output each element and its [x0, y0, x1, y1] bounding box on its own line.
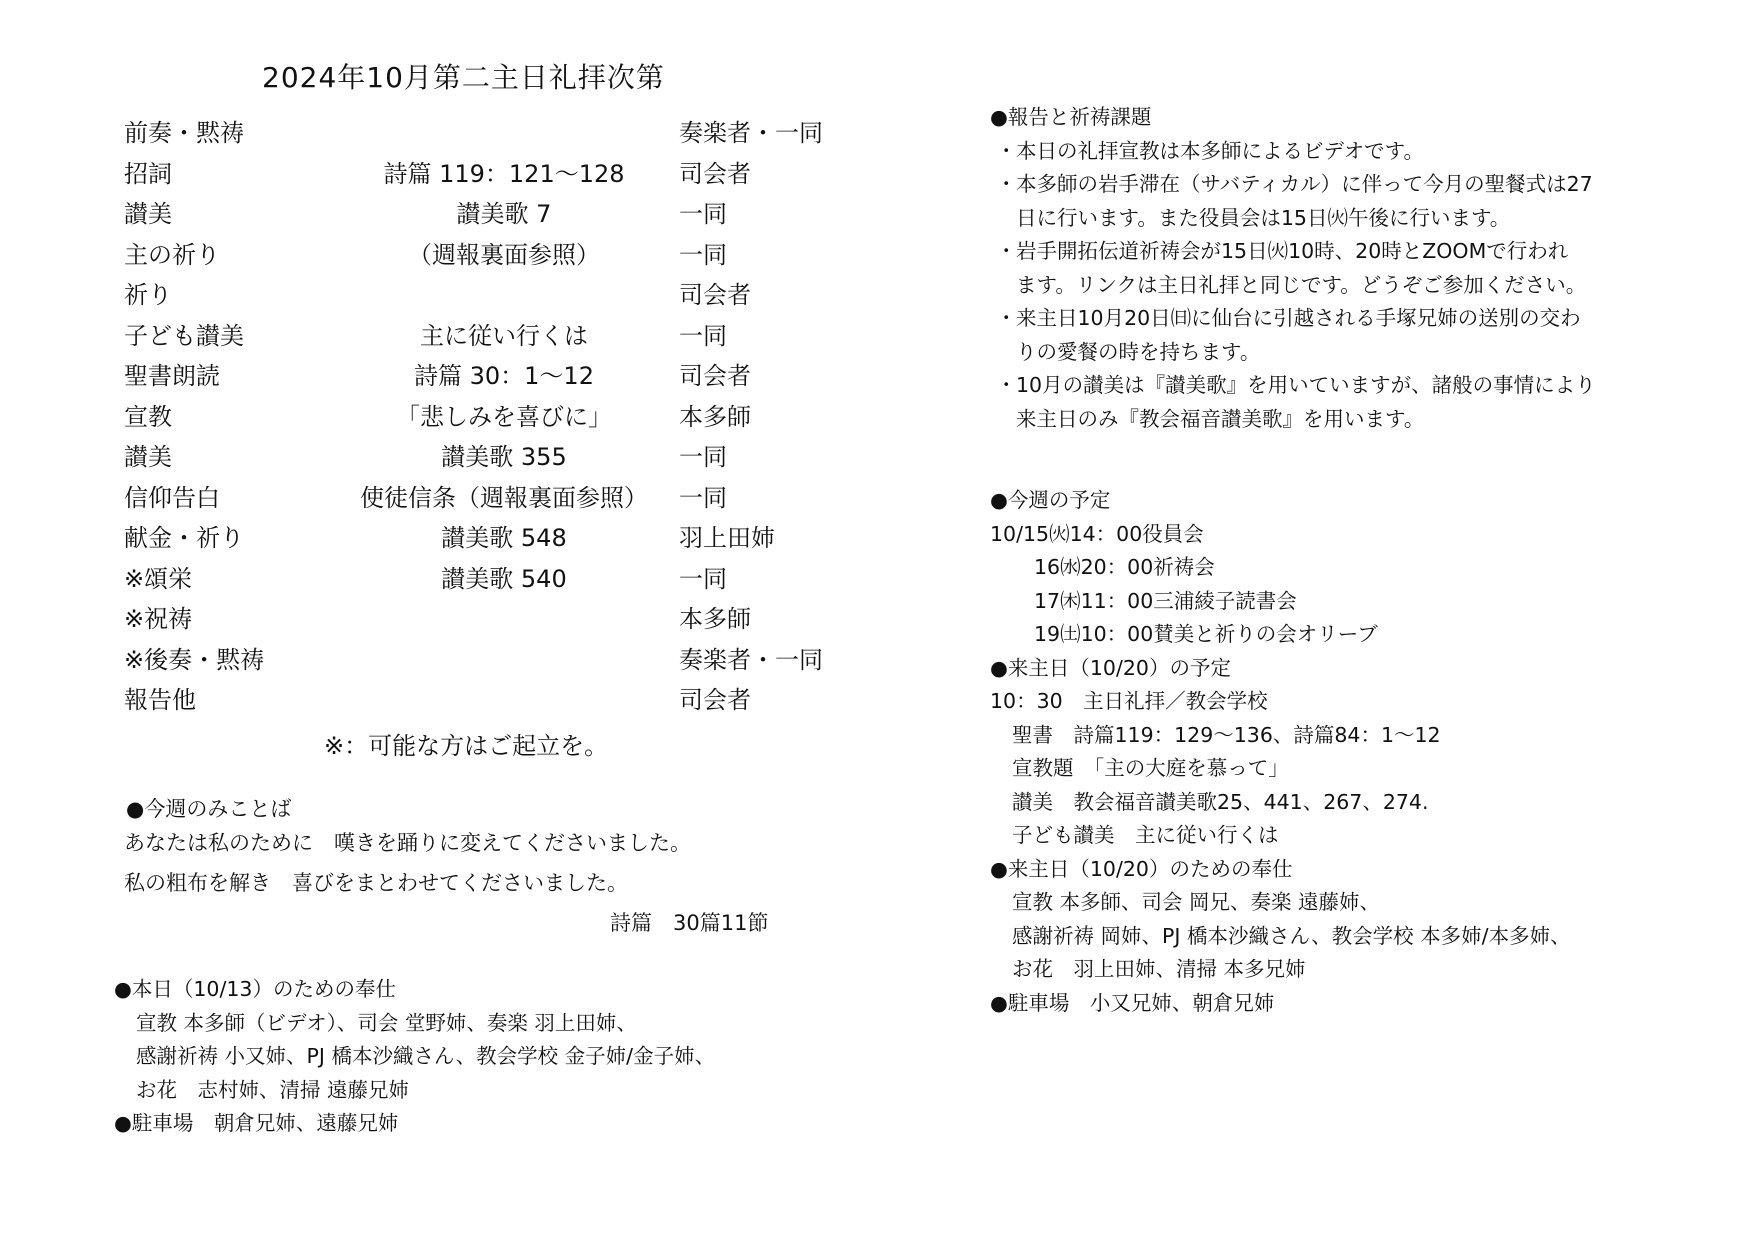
order-item: 前奏・黙祷 [124, 119, 244, 147]
order-item: 祈り [124, 281, 172, 309]
report-item [990, 134, 1710, 168]
report-line: 本多師の岩手滞在（サバティカル）に伴って今月の聖餐式は27 [1016, 172, 1593, 196]
order-item: 讃美 [124, 200, 172, 228]
report-line: ます。リンクは主日礼拝と同じです。どうぞご参加ください。 [1016, 272, 1587, 297]
order-person: 司会者 [679, 281, 751, 309]
service-today-line: お花 志村姉、清掃 遠藤兄姉 [136, 1077, 410, 1102]
service-today [114, 972, 715, 1140]
order-of-worship [124, 113, 884, 721]
order-person: 一同 [679, 564, 727, 593]
reports-heading: ●報告と祈祷課題 [990, 105, 1152, 129]
report-item [990, 301, 1710, 368]
order-detail: 讃美歌 7 [456, 200, 552, 228]
order-detail: 讃美歌 540 [441, 564, 567, 593]
order-detail: 主に従い行くは [420, 321, 588, 350]
order-person: 一同 [679, 483, 727, 512]
order-detail: （週報裏面参照） [408, 240, 600, 269]
order-item: 報告他 [124, 686, 196, 714]
report-line: 岩手開拓伝道祈祷会が15日㈫10時、20時とZOOMで行われ [1016, 239, 1569, 263]
order-row [124, 518, 884, 559]
order-item: 讃美 [124, 443, 172, 471]
order-person: 本多師 [679, 402, 751, 431]
next-service-line: お花 羽上田姉、清掃 本多兄姉 [1012, 957, 1306, 981]
next-sunday-line: 宣教題 「主の大庭を慕って」 [1012, 756, 1289, 780]
next-service-line: 宣教 本多師、司会 岡兄、奏楽 遠藤姉、 [1012, 890, 1381, 914]
verse-heading: ●今週のみことば [126, 797, 292, 821]
order-row [124, 275, 884, 316]
order-person: 一同 [679, 321, 727, 350]
bullet-icon: ・ [996, 239, 1017, 263]
order-person: 奏楽者・一同 [679, 645, 823, 674]
order-row [124, 478, 884, 519]
bullet-icon: ・ [996, 172, 1017, 196]
order-item: ※後奏・黙祷 [124, 645, 265, 674]
report-line: 本日の礼拝宣教は本多師によるビデオです。 [1016, 138, 1424, 163]
next-sunday-line: 子ども讃美 主に従い行くは [1012, 823, 1279, 847]
order-detail: 「悲しみを喜びに」 [396, 402, 612, 431]
order-row [124, 640, 884, 681]
report-line: 日に行います。また役員会は15日㈫午後に行います。 [1016, 205, 1511, 230]
order-item: 聖書朗読 [124, 362, 220, 390]
next-sunday-line: 聖書 詩篇119：129～136、詩篇84：1～12 [1012, 722, 1441, 747]
order-person: 一同 [679, 200, 727, 228]
order-item: 主の祈り [124, 240, 220, 269]
order-person: 司会者 [679, 159, 751, 188]
order-row [124, 235, 884, 276]
order-row [124, 154, 884, 195]
next-service-line: 感謝祈祷 岡姉、PJ 橋本沙織さん、教会学校 本多姉/本多姉、 [1012, 923, 1571, 948]
order-person: 本多師 [679, 605, 751, 633]
order-row [124, 437, 884, 478]
verse-reference: 詩篇 30篇11節 [610, 911, 769, 935]
order-item: ※頌栄 [124, 564, 193, 593]
report-line: 来主日10月20日㈰に仙台に引越される手塚兄姉の送別の交わ [1016, 306, 1581, 330]
page-title: 2024年10月第二主日礼拝次第 [262, 61, 665, 94]
schedule-item: 10/15㈫14：00役員会 [990, 521, 1204, 546]
order-person: 司会者 [679, 686, 751, 714]
order-item: ※祝祷 [124, 605, 193, 633]
order-person: 羽上田姉 [679, 524, 775, 552]
service-today-heading: ●本日（10/13）のための奉仕 [114, 977, 396, 1001]
order-person: 一同 [679, 443, 727, 471]
order-detail: 詩篇 30：1～12 [414, 362, 594, 390]
schedule-item: 17㈭11：00三浦綾子読書会 [1034, 588, 1297, 613]
order-item: 献金・祈り [124, 524, 244, 552]
order-row [124, 194, 884, 235]
bullet-icon: ・ [996, 373, 1017, 397]
order-row [124, 316, 884, 357]
order-detail: 讃美歌 548 [441, 524, 567, 552]
parking-next: ●駐車場 小又兄姉、朝倉兄姉 [990, 990, 1275, 1015]
service-today-line: 感謝祈祷 小又姉、PJ 橋本沙織さん、教会学校 金子姉/金子姉、 [136, 1044, 716, 1068]
report-item [990, 167, 1710, 234]
report-line: 10月の讃美は『讃美歌』を用いていますが、諸般の事情により [1016, 373, 1596, 397]
order-detail: 詩篇 119：121～128 [383, 159, 625, 188]
verse-line: あなたは私のために 嘆きを踊りに変えてくださいました。 [124, 831, 691, 855]
verse-line: 私の粗布を解き 喜びをまとわせてくださいました。 [124, 871, 628, 895]
schedule-item: 16㈬20：00祈祷会 [1034, 555, 1215, 579]
order-row [124, 397, 884, 438]
order-row [124, 559, 884, 600]
parking-today: ●駐車場 朝倉兄姉、遠藤兄姉 [114, 1111, 399, 1135]
order-detail: 使徒信条（週報裏面参照） [360, 483, 648, 512]
order-detail: 讃美歌 355 [441, 443, 567, 471]
schedule-section [990, 483, 1710, 1019]
report-item [990, 234, 1710, 301]
order-row [124, 113, 884, 154]
next-sunday-heading: ●来主日（10/20）の予定 [990, 655, 1231, 680]
schedule-item: 19㈯10：00賛美と祈りの会オリーブ [1034, 622, 1378, 646]
report-line: りの愛餐の時を持ちます。 [1016, 339, 1261, 364]
order-item: 宣教 [124, 402, 172, 431]
order-item: 子ども讃美 [124, 321, 244, 350]
order-item: 招詞 [124, 159, 172, 188]
report-line: 来主日のみ『教会福音讃美歌』を用います。 [1016, 406, 1425, 431]
stand-note: ※：可能な方はご起立を。 [324, 732, 609, 760]
next-service-heading: ●来主日（10/20）のための奉仕 [990, 856, 1293, 881]
schedule-heading: ●今週の予定 [990, 488, 1111, 512]
next-sunday-time: 10：30 主日礼拝／教会学校 [990, 689, 1268, 713]
bullet-icon: ・ [996, 306, 1017, 330]
order-person: 一同 [679, 240, 727, 269]
order-item: 信仰告白 [124, 483, 220, 512]
order-person: 奏楽者・一同 [679, 119, 823, 147]
order-row [124, 356, 884, 397]
order-person: 司会者 [679, 362, 751, 390]
reports-section [990, 100, 1710, 435]
bullet-icon: ・ [996, 138, 1017, 163]
verse-of-the-week [124, 793, 691, 907]
report-item [990, 368, 1710, 435]
service-today-line: 宣教 本多師（ビデオ）、司会 堂野姉、奏楽 羽上田姉、 [136, 1010, 637, 1035]
order-row [124, 599, 884, 640]
next-sunday-line: 讃美 教会福音讃美歌25、441、267、274. [1012, 789, 1429, 814]
order-row [124, 680, 884, 721]
